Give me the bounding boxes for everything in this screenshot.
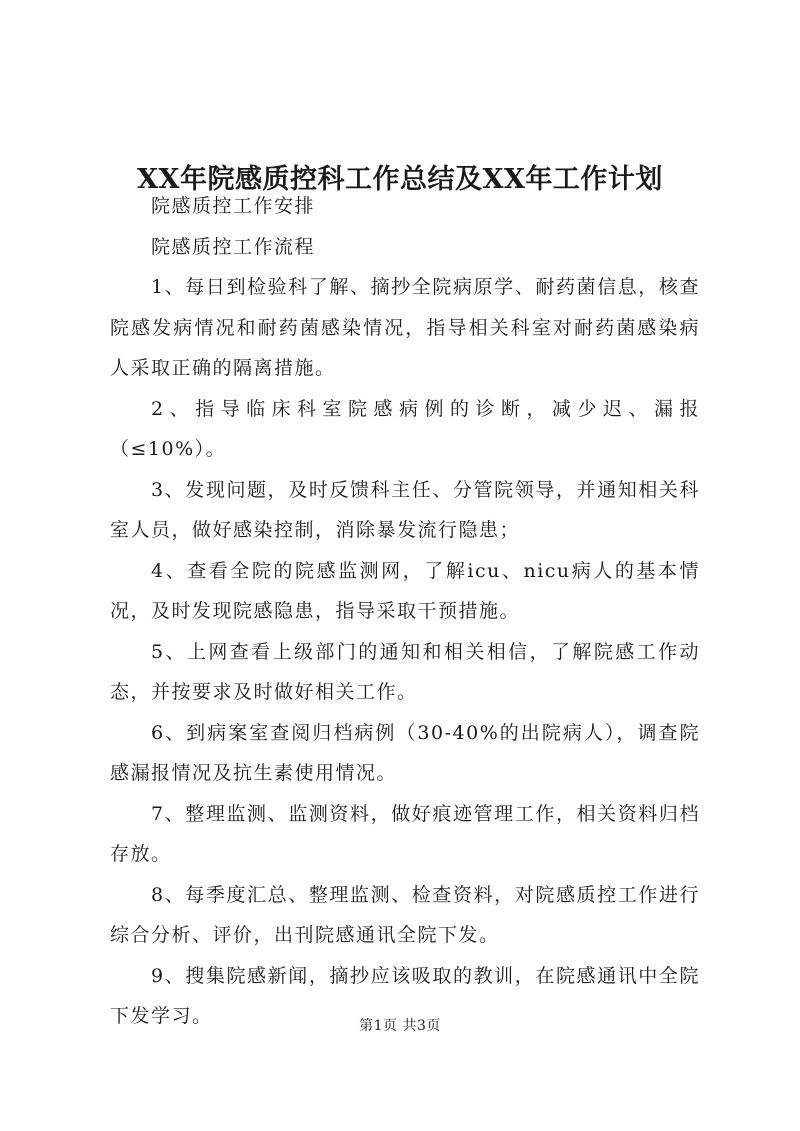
page-footer-page-number: 第1页 共3页 — [359, 1018, 441, 1034]
paragraph-item-2: 2、指导临床科室院感病例的诊断，减少迟、漏报（≤10%）。 — [110, 397, 700, 460]
paragraph-item-4: 4、查看全院的院感监测网，了解icu、nicu病人的基本情况，及时发现院感隐患，指导采取干预措施。 — [110, 559, 700, 622]
paragraph-item-8: 8、每季度汇总、整理监测、检查资料，对院感质控工作进行综合分析、评价，出刊院感通讯全院下发。 — [110, 883, 700, 946]
paragraph-item-7: 7、整理监测、监测资料，做好痕迹管理工作，相关资料归档存放。 — [110, 802, 700, 865]
document-body — [110, 186, 700, 1037]
paragraph-item-9: 9、搜集院感新闻，摘抄应该吸取的教训，在院感通讯中全院下发学习。 — [110, 964, 700, 1027]
paragraph-item-3: 3、发现问题，及时反馈科主任、分管院领导，并通知相关科室人员，做好感染控制，消除暴发流行隐患； — [110, 478, 700, 541]
paragraph-section-heading-arrangement: 院感质控工作安排 — [151, 195, 316, 217]
paragraph-item-5: 5、上网查看上级部门的通知和相关相信，了解院感工作动态，并按要求及时做好相关工作。 — [110, 640, 700, 703]
document-title: XX年院感质控科工作总结及XX年工作计划 — [137, 164, 663, 196]
paragraph-section-heading-process: 院感质控工作流程 — [151, 235, 316, 258]
paragraph-item-6: 6、到病案室查阅归档病例（30-40%的出院病人），调查院感漏报情况及抗生素使用情况。 — [110, 721, 700, 784]
paragraph-item-1: 1、每日到检验科了解、摘抄全院病原学、耐药菌信息，核查院感发病情况和耐药菌感染情况，指导相关科室对耐药菌感染病人采取正确的隔离措施。 — [110, 276, 700, 379]
